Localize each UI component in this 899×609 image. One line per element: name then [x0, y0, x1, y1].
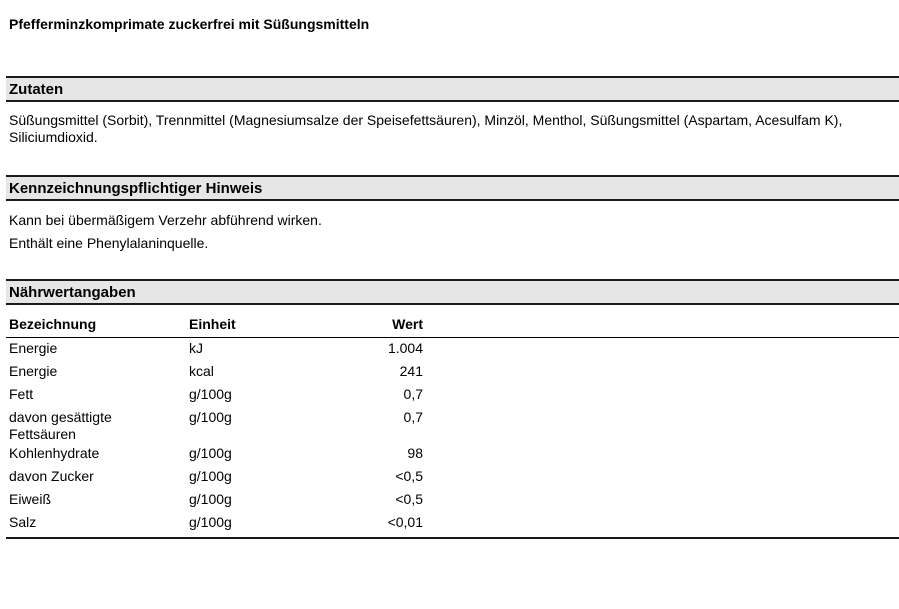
section-header-zutaten: [6, 76, 899, 102]
table-row: [6, 384, 899, 407]
nutrient-unit: kcal: [189, 363, 214, 379]
column-header-einheit: Einheit: [189, 316, 236, 332]
ingredients-text: Süßungsmittel (Sorbit), Trennmittel (Magnesiumsalze der Speisefettsäuren), Minzöl, Menthol, Süßungsmittel (Aspartam, Acesulfam K), Siliciumdioxid.: [9, 112, 843, 145]
nutrient-value: 241: [399, 363, 423, 379]
nutrient-unit: kJ: [189, 340, 203, 356]
nutrient-unit: g/100g: [189, 386, 232, 402]
notice-line: Kann bei übermäßigem Verzehr abführend wirken.: [9, 212, 322, 228]
nutrient-unit: g/100g: [189, 445, 232, 461]
table-row: [6, 443, 899, 466]
nutrient-name: Fett: [9, 386, 34, 402]
table-row: [6, 512, 899, 535]
nutrient-value: 0,7: [403, 409, 423, 425]
section-heading-naehrwerte: Nährwertangaben: [9, 284, 136, 301]
table-row: [6, 338, 899, 361]
nutrient-unit: g/100g: [189, 409, 232, 425]
nutrient-value: 0,7: [403, 386, 423, 402]
table-bottom-rule: [6, 535, 899, 539]
section-heading-zutaten: Zutaten: [9, 81, 64, 98]
document-title: Pfefferminzkomprimate zuckerfrei mit Süßungsmitteln: [9, 16, 370, 32]
table-row: [6, 489, 899, 512]
notice-line: Enthält eine Phenylalaninquelle.: [9, 235, 209, 251]
nutrient-unit: g/100g: [189, 514, 232, 530]
nutrient-value: <0,5: [395, 491, 423, 507]
section-header-hinweis: [6, 175, 899, 201]
nutrient-name: Energie: [9, 363, 58, 379]
nutrient-unit: g/100g: [189, 468, 232, 484]
column-header-bezeichnung: Bezeichnung: [9, 316, 97, 332]
nutrition-table: [6, 312, 899, 539]
table-row: [6, 466, 899, 489]
nutrient-unit: g/100g: [189, 491, 232, 507]
nutrient-name: Energie: [9, 340, 58, 356]
nutrient-value: <0,01: [387, 514, 423, 530]
column-header-wert: Wert: [392, 316, 423, 332]
section-header-naehrwerte: [6, 279, 899, 305]
nutrient-name: Salz: [9, 514, 37, 530]
table-header-row: [6, 312, 899, 338]
table-row: [6, 407, 899, 443]
nutrient-name: Kohlenhydrate: [9, 445, 100, 461]
section-heading-hinweis: Kennzeichnungspflichtiger Hinweis: [9, 180, 263, 197]
nutrient-name: Eiweiß: [9, 491, 52, 507]
nutrient-value: 1.004: [387, 340, 423, 356]
table-row: [6, 361, 899, 384]
nutrient-name: davon gesättigte Fettsäuren: [9, 409, 112, 442]
nutrient-value: <0,5: [395, 468, 423, 484]
nutrient-value: 98: [407, 445, 423, 461]
nutrient-name: davon Zucker: [9, 468, 94, 484]
